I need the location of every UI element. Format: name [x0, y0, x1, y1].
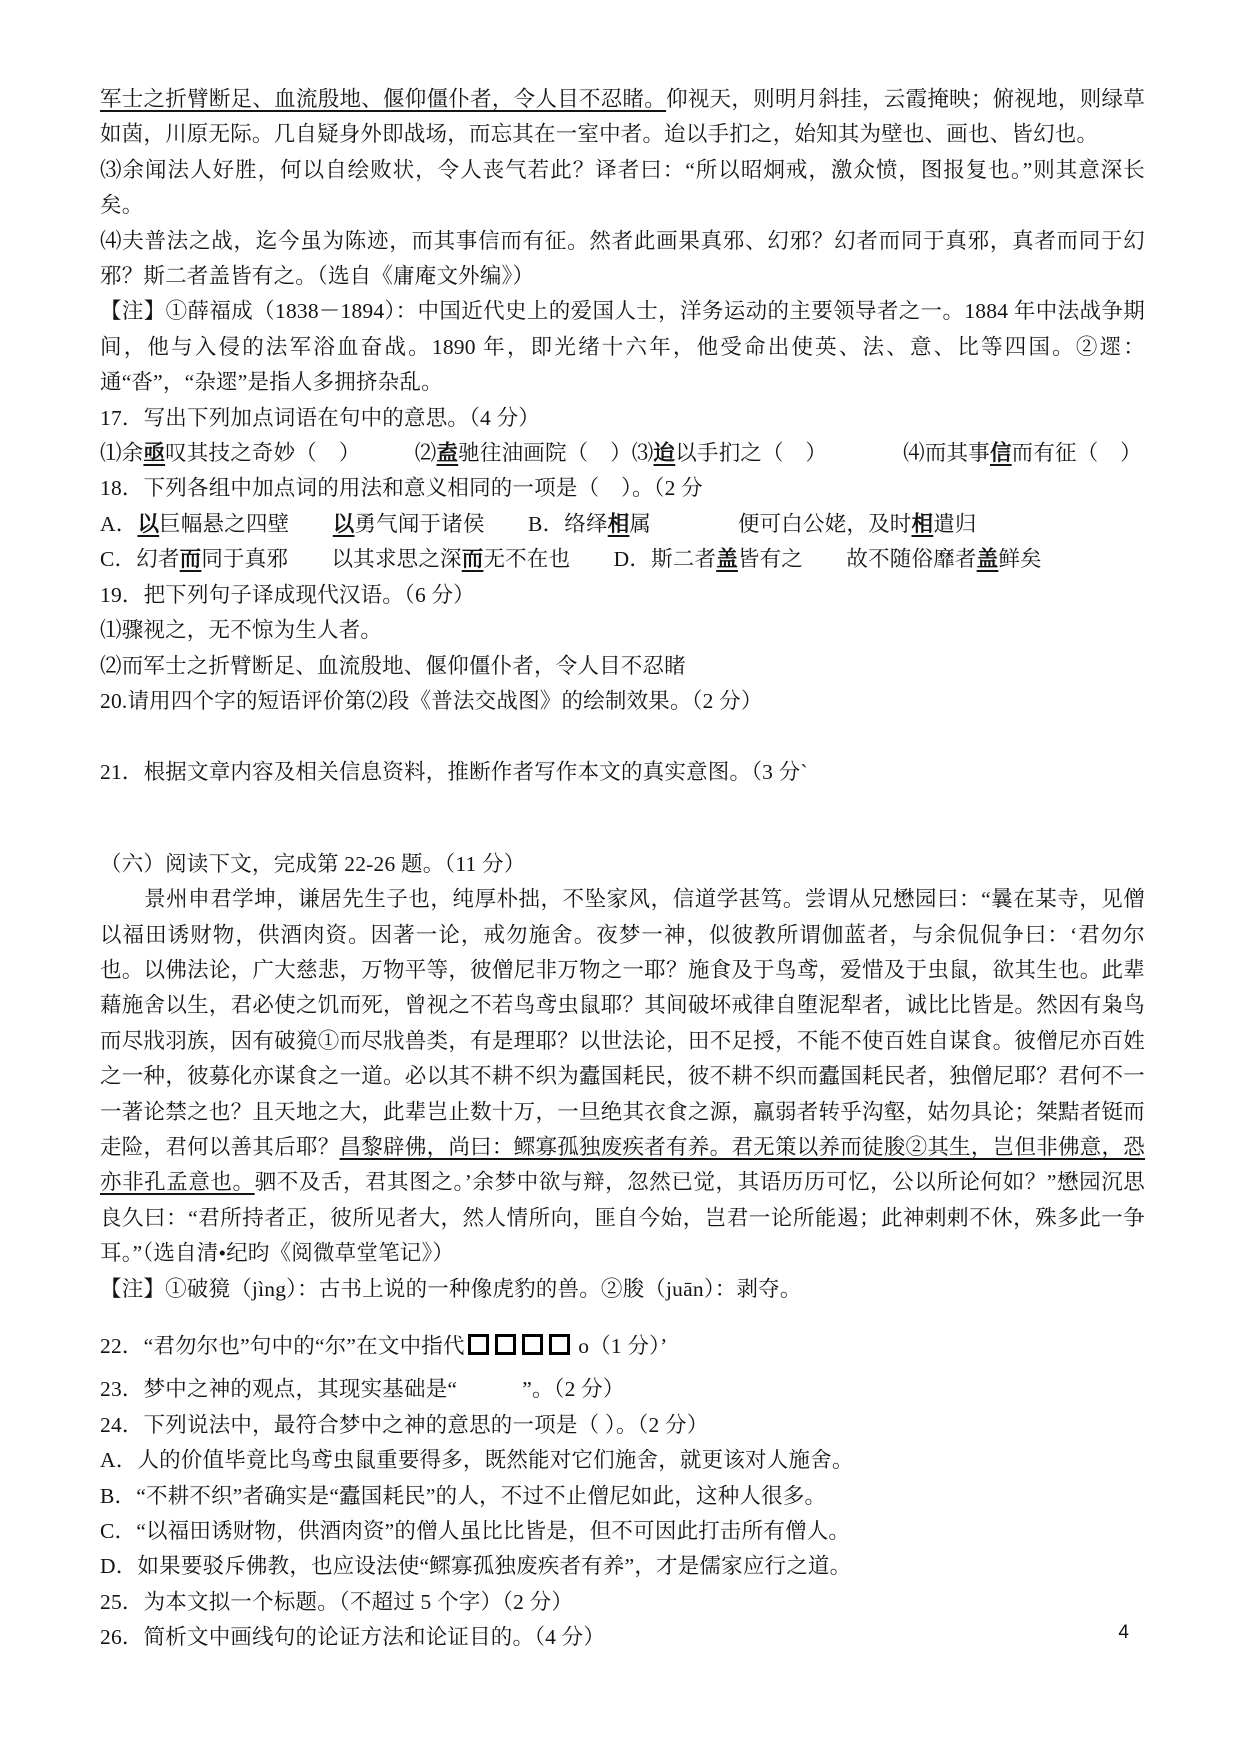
- text-run: 【注】①薛福成（1838－1894）：中国近代史上的爱国人士，洋务运动的主要领导者之一。1884 年中法战争期间，他与入侵的法军浴血奋战。1890 年，即光绪十六年，他受命出使英、法、意、比等四国。②遝：通“沓”，“杂遝”是指人多拥挤杂乱。: [100, 299, 1145, 395]
- text-run: ⑵而军士之折臂断足、血流殷地、偃仰僵仆者，令人目不忍睹: [100, 653, 686, 678]
- underlined-sentence: 军士之折臂断足、血流殷地、偃仰僵仆者，令人目不忍睹。: [100, 87, 667, 111]
- question-17-items: [100, 436, 1145, 471]
- question-25: [100, 1585, 1145, 1620]
- text-run: 以手扪之（ ） ⑷而其事: [675, 441, 990, 466]
- text-run: ⑴余: [100, 441, 144, 466]
- spacer: [100, 719, 1145, 755]
- dotted-word: 迨: [653, 441, 676, 466]
- text-run: C．“以福田诱财物，供酒肉资”的僧人虽比比皆是，但不可因此打击所有僧人。: [100, 1519, 851, 1544]
- text-run: C．幻者: [100, 547, 180, 572]
- text-run: o（1 分）’: [572, 1334, 668, 1358]
- passage-5-notes: [100, 294, 1145, 400]
- passage-5-paragraph-4: [100, 224, 1145, 295]
- answer-box: [522, 1334, 543, 1355]
- spacer: [100, 791, 1145, 847]
- dotted-word: 以: [332, 511, 355, 536]
- text-run: ⑷夫普法之战，迄今虽为陈迹，而其事信而有征。然者此画果真邪、幻邪？幻者而同于真邪，真者而同于幻邪？斯二者盖皆有之。（选自《庸庵文外编》）: [100, 228, 1145, 289]
- page-number: 4: [1118, 1622, 1129, 1643]
- question-21: [100, 755, 1145, 790]
- question-18-options-cd: [100, 542, 1145, 577]
- text-run: ⑶余闻法人好胜，何以自绘败状，令人丧气若此？译者曰：“所以昭炯戒，激众愤，图报复也。”则其意深长矣。: [100, 157, 1145, 218]
- text-run: 鲜矣: [998, 547, 1042, 572]
- passage-5-paragraph-2-continuation: [100, 82, 1145, 153]
- answer-box: [468, 1334, 489, 1355]
- dotted-word: 盖: [976, 547, 999, 572]
- question-24-option-a: [100, 1443, 1145, 1478]
- text-run: 仰视天，则明月斜挂，云霞掩映；俯视地，则绿草如茵，川原无际。几自疑身外即战场，而忘其在一室中者。迨以手扪之，始知其为壁也、画也、皆幻也。: [100, 87, 1145, 147]
- question-19-item-1: [100, 613, 1145, 648]
- dotted-word: 而: [179, 547, 202, 572]
- question-22: [100, 1329, 1145, 1364]
- dotted-word: 以: [137, 511, 160, 536]
- text-run: 24．下列说法中，最符合梦中之神的意思的一项是（ ）。（2 分）: [100, 1412, 709, 1437]
- dotted-word: 相: [911, 511, 934, 536]
- document-body: [100, 82, 1145, 1656]
- text-run: 20.请用四个字的短语评价第⑵段《普法交战图》的绘制效果。（2 分）: [100, 688, 763, 713]
- spacer: [100, 1307, 1145, 1329]
- question-18-options-ab: [100, 507, 1145, 542]
- dotted-word: 盍: [436, 441, 459, 466]
- text-run: 无不在也 D．斯二者: [483, 547, 717, 572]
- answer-box: [549, 1334, 570, 1355]
- text-run: 巨幅悬之四壁: [159, 511, 333, 536]
- text-run: 25．为本文拟一个标题。（不超过 5 个字）（2 分）: [100, 1589, 574, 1614]
- text-run: 17．写出下列加点词语在句中的意思。（4 分）: [100, 405, 540, 430]
- text-run: 而有征（ ）: [1011, 441, 1142, 466]
- dotted-word: 相: [607, 511, 630, 536]
- text-run: D．如果要驳斥佛教，也应设法使“鳏寡孤独废疾者有养”，才是儒家应行之道。: [100, 1554, 852, 1579]
- text-run: 21．根据文章内容及相关信息资料，推断作者写作本文的真实意图。（3 分`: [100, 760, 808, 785]
- question-24-option-d: [100, 1549, 1145, 1584]
- text-run: 22．“君勿尔也”句中的“尔”在文中指代: [100, 1334, 465, 1358]
- question-20: [100, 684, 1145, 719]
- text-run: 叹其技之奇妙（ ） ⑵: [165, 441, 437, 466]
- text-run: 同于真邪 以其求思之深: [201, 547, 462, 572]
- passage-5-paragraph-3: [100, 153, 1145, 224]
- text-run: 遣归: [933, 511, 977, 536]
- passage-6-paragraph: [100, 882, 1145, 1271]
- text-run: 驰往油画院（ ）⑶: [458, 441, 654, 466]
- underlined-sentence: 昌黎辟佛，尚曰：鳏寡孤独废疾者有养。君无策以养而徒朘②其生，岂但非佛意，恐亦非孔孟意也。: [100, 1134, 1146, 1195]
- dotted-word: 亟: [143, 441, 166, 466]
- question-24-option-c: [100, 1514, 1145, 1549]
- question-24: [100, 1408, 1145, 1443]
- text-run: 景州申君学坤，谦居先生子也，纯厚朴拙，不坠家风，信道学甚笃。尝谓从兄懋园曰：“曩在某寺，见僧以福田诱财物，供酒肉资。因著一论，戒勿施舍。夜梦一神，似彼教所谓伽蓝者，与余侃侃争曰：‘君勿尔也。以佛法论，广大慈悲，万物平等，彼僧尼非万物之一耶？施食及于鸟鸢，爱惜及于虫鼠，欲其生也。此辈藉施舍以生，君必使之饥而死，曾视之不若鸟鸢虫鼠耶？其间破坏戒律自堕泥犁者，诚比比皆是。然因有枭鸟而尽戕羽族，因有破獍①而尽戕兽类，有是理耶？以世法论，田不足授，不能不使百姓自谋食。彼僧尼亦百姓之一种，彼募化亦谋食之一道。必以其不耕不织为蠹国耗民，彼不耕不织而蠹国耗民者，独僧尼耶？君何不一一著论禁之也？且天地之大，此辈岂止数十万，一旦绝其衣食之源，羸弱者转乎沟壑，姑勿具论；桀黠者铤而走险，君何以善其后耶？: [100, 887, 1145, 1159]
- text-run: 18．下列各组中加点词的用法和意义相同的一项是（ ）。（2 分: [100, 476, 703, 501]
- text-run: 23．梦中之神的观点，其现实基础是“ ”。（2 分）: [100, 1377, 625, 1402]
- text-run: A．: [100, 511, 138, 536]
- text-run: （六）阅读下文，完成第 22-26 题。（11 分）: [100, 851, 526, 876]
- text-run: 26．简析文中画线句的论证方法和论证目的。（4 分）: [100, 1625, 606, 1650]
- passage-6-notes: [100, 1272, 1145, 1307]
- text-run: 19．把下列句子译成现代汉语。（6 分）: [100, 582, 475, 607]
- dotted-word: 而: [461, 547, 484, 572]
- text-run: B．“不耕不织”者确实是“蠹国耗民”的人，不过不止僧尼如此，这种人很多。: [100, 1483, 827, 1508]
- text-run: 驷不及舌，君其图之。’余梦中欲与辩，忽然已觉，其语历历可忆，公以所论何如？”懋园沉思良久曰：“君所持者正，彼所见者大，然人情所向，匪自今始，岂君一论所能遏；此神剌剌不休，殊多此一争耳。”（选自清•纪昀《阅微草堂笔记》）: [100, 1170, 1145, 1266]
- text-run: A．人的价值毕竟比鸟鸢虫鼠重要得多，既然能对它们施舍，就更该对人施舍。: [100, 1448, 854, 1473]
- answer-box: [495, 1334, 516, 1355]
- question-17: [100, 401, 1145, 436]
- question-19-item-2: [100, 649, 1145, 684]
- text-run: ⑴骤视之，无不惊为生人者。: [100, 618, 383, 643]
- dotted-word: 信: [989, 441, 1012, 466]
- dotted-word: 盖: [716, 547, 738, 572]
- question-23: [100, 1372, 1145, 1407]
- section-6-heading: [100, 847, 1145, 882]
- question-18: [100, 471, 1145, 506]
- question-24-option-b: [100, 1479, 1145, 1514]
- text-run: 属 便可白公姥，及时: [629, 511, 912, 536]
- question-26: [100, 1620, 1145, 1655]
- question-19: [100, 578, 1145, 613]
- text-run: 皆有之 故不随俗靡者: [737, 547, 977, 572]
- text-run: 【注】①破獍（jìng）：古书上说的一种像虎豹的兽。②朘（juān）：剥夺。: [100, 1276, 802, 1301]
- text-run: 勇气闻于诸侯 B．络绎: [354, 511, 608, 536]
